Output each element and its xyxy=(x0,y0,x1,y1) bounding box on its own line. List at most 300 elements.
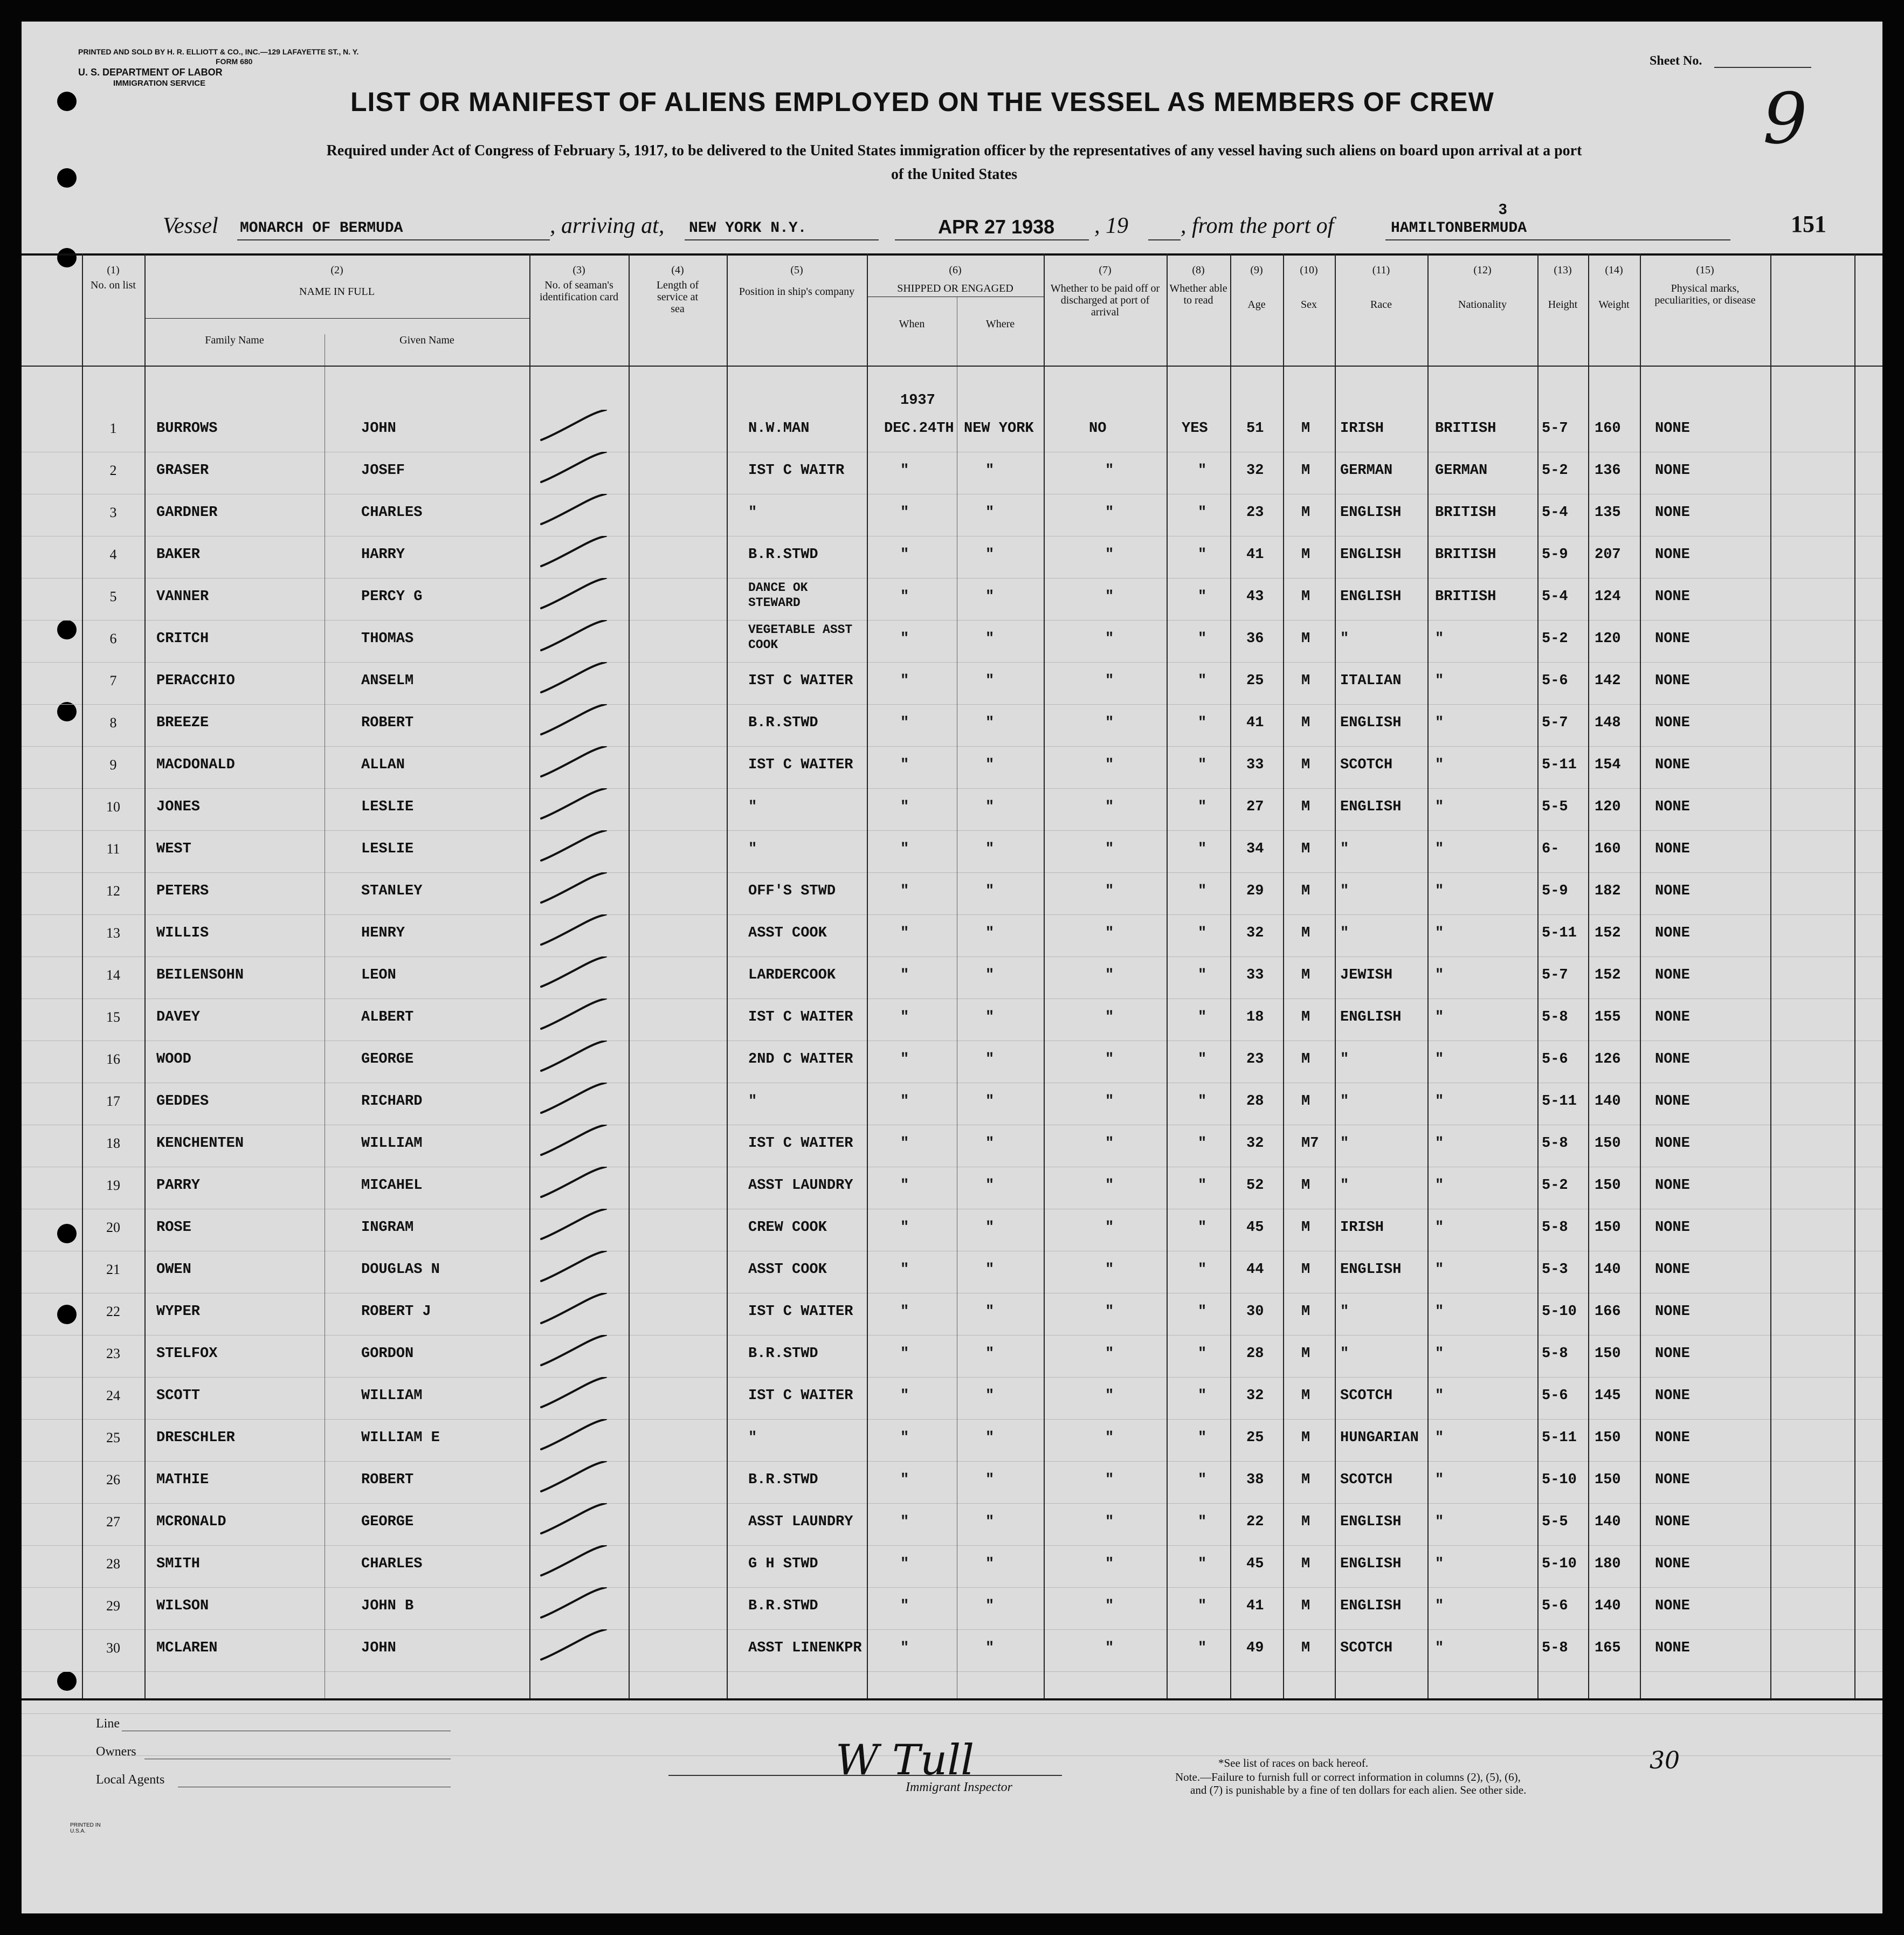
weight-cell: 140 xyxy=(1595,1093,1621,1110)
shipped-when-cell: " xyxy=(900,841,909,857)
sex-cell: M xyxy=(1301,1556,1310,1572)
height-cell: 5-11 xyxy=(1542,1093,1577,1110)
shipped-where-cell: " xyxy=(985,925,995,941)
id-card-check-mark xyxy=(539,830,609,863)
height-cell: 5-7 xyxy=(1542,421,1568,437)
sex-cell: M xyxy=(1301,421,1310,437)
weight-cell: 136 xyxy=(1595,463,1621,479)
height-cell: 5-8 xyxy=(1542,1346,1568,1362)
row-number: 29 xyxy=(106,1598,120,1614)
shipped-when-cell: " xyxy=(900,547,909,563)
able-to-read-cell: " xyxy=(1198,883,1207,899)
given-name-cell: WILLIAM xyxy=(361,1388,423,1404)
given-name-cell: CHARLES xyxy=(361,1556,423,1572)
arrival-date-line xyxy=(895,239,1089,240)
age-cell: 22 xyxy=(1246,1514,1264,1530)
height-cell: 6- xyxy=(1542,841,1560,857)
paid-off-cell: " xyxy=(1105,1388,1114,1404)
department-name: U. S. DEPARTMENT OF LABOR xyxy=(78,67,223,78)
race-cell: " xyxy=(1340,1093,1349,1110)
age-cell: 29 xyxy=(1246,883,1264,899)
family-name-cell: ROSE xyxy=(156,1220,191,1236)
weight-cell: 152 xyxy=(1595,967,1621,983)
owners-label: Owners xyxy=(96,1745,136,1759)
physical-marks-cell: NONE xyxy=(1655,1388,1690,1404)
row-number: 9 xyxy=(109,757,117,773)
physical-marks-cell: NONE xyxy=(1655,841,1690,857)
family-name-cell: KENCHENTEN xyxy=(156,1135,244,1152)
shipped-when-cell: " xyxy=(900,883,909,899)
paid-off-cell: " xyxy=(1105,1556,1114,1572)
row-rule xyxy=(22,1419,1882,1420)
row-number: 3 xyxy=(109,505,117,520)
given-name-cell: WILLIAM E xyxy=(361,1430,440,1446)
physical-marks-cell: NONE xyxy=(1655,1472,1690,1488)
id-card-check-mark xyxy=(539,662,609,694)
shipped-when-cell: " xyxy=(900,673,909,689)
shipped-year: 1937 xyxy=(900,392,935,409)
family-name-cell: WYPER xyxy=(156,1304,201,1320)
shipped-where-cell: " xyxy=(985,1220,995,1236)
physical-marks-cell: NONE xyxy=(1655,673,1690,689)
shipped-when-cell: " xyxy=(900,1135,909,1152)
col-11-number: (11) xyxy=(1372,264,1390,276)
weight-cell: 126 xyxy=(1595,1051,1621,1068)
row-number: 28 xyxy=(106,1556,120,1572)
physical-marks-cell: NONE xyxy=(1655,1304,1690,1320)
col-12-number: (12) xyxy=(1473,264,1492,276)
race-cell: " xyxy=(1340,841,1349,857)
handwritten-total: 30 xyxy=(1650,1747,1680,1774)
id-card-check-mark xyxy=(539,956,609,989)
weight-cell: 152 xyxy=(1595,925,1621,941)
col-2b-header: Given Name xyxy=(399,334,454,346)
age-cell: 32 xyxy=(1246,925,1264,941)
line-label: Line xyxy=(96,1717,120,1731)
position-cell: N.W.MAN xyxy=(748,421,810,437)
nationality-cell: " xyxy=(1435,1598,1444,1614)
able-to-read-cell: " xyxy=(1198,1220,1207,1236)
physical-marks-cell: NONE xyxy=(1655,925,1690,941)
paid-off-cell: " xyxy=(1105,1346,1114,1362)
height-cell: 5-4 xyxy=(1542,589,1568,605)
race-cell: " xyxy=(1340,925,1349,941)
height-cell: 5-2 xyxy=(1542,1177,1568,1194)
nationality-cell: " xyxy=(1435,799,1444,815)
nationality-cell: " xyxy=(1435,1430,1444,1446)
position-cell: IST C WAITER xyxy=(748,757,853,773)
subtitle-line-1: Required under Act of Congress of February 5, 1917, to be delivered to the United States immigration officer by the representatives of any vessel having such aliens on board upon arrival at a port xyxy=(326,142,1582,159)
shipped-when-cell: " xyxy=(900,1430,909,1446)
paid-off-cell: " xyxy=(1105,1514,1114,1530)
punch-hole xyxy=(57,92,77,111)
height-cell: 5-10 xyxy=(1542,1304,1577,1320)
row-number: 8 xyxy=(109,715,117,731)
physical-marks-cell: NONE xyxy=(1655,1009,1690,1025)
row-number: 23 xyxy=(106,1346,120,1361)
row-rule xyxy=(22,788,1882,789)
family-name-cell: BURROWS xyxy=(156,421,218,437)
family-name-cell: OWEN xyxy=(156,1262,191,1278)
vessel-label: Vessel xyxy=(163,214,218,238)
weight-cell: 150 xyxy=(1595,1135,1621,1152)
shipped-when-cell: " xyxy=(900,1388,909,1404)
position-cell: IST C WAITER xyxy=(748,1388,853,1404)
race-cell: ENGLISH xyxy=(1340,505,1402,521)
id-card-check-mark xyxy=(539,1629,609,1662)
shipped-where-cell: " xyxy=(985,715,995,731)
col-1-header: No. on list xyxy=(91,279,136,291)
family-name-cell: BEILENSOHN xyxy=(156,967,244,983)
sex-cell: M xyxy=(1301,1093,1310,1110)
row-number: 27 xyxy=(106,1514,120,1530)
nationality-cell: " xyxy=(1435,715,1444,731)
given-name-cell: WILLIAM xyxy=(361,1135,423,1152)
height-cell: 5-8 xyxy=(1542,1009,1568,1025)
able-to-read-cell: " xyxy=(1198,463,1207,479)
position-cell: B.R.STWD xyxy=(748,1346,818,1362)
paid-off-cell: " xyxy=(1105,1598,1114,1614)
sex-cell: M xyxy=(1301,1009,1310,1025)
shipped-where-cell: " xyxy=(985,1177,995,1194)
id-card-check-mark xyxy=(539,1251,609,1283)
id-card-check-mark xyxy=(539,1377,609,1409)
race-cell: JEWISH xyxy=(1340,967,1393,983)
family-name-cell: PARRY xyxy=(156,1177,201,1194)
physical-marks-cell: NONE xyxy=(1655,1346,1690,1362)
paid-off-cell: " xyxy=(1105,883,1114,899)
row-number: 19 xyxy=(106,1177,120,1193)
col-2-header: NAME IN FULL xyxy=(299,286,375,298)
row-rule xyxy=(22,1545,1882,1546)
punch-hole xyxy=(57,168,77,188)
row-rule xyxy=(22,1503,1882,1504)
sex-cell: M xyxy=(1301,1262,1310,1278)
sheet-number-handwritten: 9 xyxy=(1763,78,1808,160)
height-cell: 5-9 xyxy=(1542,883,1568,899)
position-cell: B.R.STWD xyxy=(748,715,818,731)
race-cell: ENGLISH xyxy=(1340,547,1402,563)
position-cell: " xyxy=(748,1430,757,1446)
family-name-cell: MATHIE xyxy=(156,1472,209,1488)
nationality-cell: " xyxy=(1435,673,1444,689)
able-to-read-cell: " xyxy=(1198,1177,1207,1194)
paid-off-cell: NO xyxy=(1089,421,1107,437)
nationality-cell: " xyxy=(1435,883,1444,899)
shipped-when-cell: " xyxy=(900,1093,909,1110)
row-rule xyxy=(22,1377,1882,1378)
shipped-where-cell: " xyxy=(985,1430,995,1446)
given-name-cell: RICHARD xyxy=(361,1093,423,1110)
physical-marks-cell: NONE xyxy=(1655,1220,1690,1236)
age-cell: 51 xyxy=(1246,421,1264,437)
sex-cell: M xyxy=(1301,673,1310,689)
row-rule xyxy=(22,872,1882,873)
col-14-number: (14) xyxy=(1605,264,1623,276)
age-cell: 45 xyxy=(1246,1556,1264,1572)
able-to-read-cell: " xyxy=(1198,1093,1207,1110)
position-cell: VEGETABLE ASST COOK xyxy=(748,623,853,652)
weight-cell: 150 xyxy=(1595,1346,1621,1362)
row-number: 5 xyxy=(109,589,117,604)
id-card-check-mark xyxy=(539,620,609,652)
id-card-check-mark xyxy=(539,578,609,610)
family-name-cell: DAVEY xyxy=(156,1009,201,1025)
id-card-check-mark xyxy=(539,452,609,484)
race-cell: ENGLISH xyxy=(1340,1598,1402,1614)
able-to-read-cell: " xyxy=(1198,967,1207,983)
position-cell: " xyxy=(748,505,757,521)
age-cell: 32 xyxy=(1246,463,1264,479)
race-cell: " xyxy=(1340,1177,1349,1194)
id-card-check-mark xyxy=(539,1545,609,1578)
family-name-cell: STELFOX xyxy=(156,1346,218,1362)
given-name-cell: ALLAN xyxy=(361,757,405,773)
col-7-number: (7) xyxy=(1099,264,1112,276)
family-name-cell: PETERS xyxy=(156,883,209,899)
sex-cell: M xyxy=(1301,757,1310,773)
nationality-cell: " xyxy=(1435,1262,1444,1278)
shipped-where-cell: " xyxy=(985,1009,995,1025)
sex-cell: M xyxy=(1301,463,1310,479)
weight-cell: 160 xyxy=(1595,421,1621,437)
given-name-cell: ALBERT xyxy=(361,1009,414,1025)
nationality-cell: " xyxy=(1435,1304,1444,1320)
row-rule xyxy=(22,620,1882,621)
height-cell: 5-6 xyxy=(1542,1598,1568,1614)
physical-marks-cell: NONE xyxy=(1655,967,1690,983)
col-4-number: (4) xyxy=(671,264,684,276)
weight-cell: 182 xyxy=(1595,883,1621,899)
physical-marks-cell: NONE xyxy=(1655,1135,1690,1152)
id-card-check-mark xyxy=(539,1209,609,1241)
height-cell: 5-6 xyxy=(1542,1051,1568,1068)
shipped-where-cell: " xyxy=(985,1388,995,1404)
given-name-cell: CHARLES xyxy=(361,505,423,521)
signature-line xyxy=(668,1775,1062,1776)
row-number: 10 xyxy=(106,799,120,815)
weight-cell: 145 xyxy=(1595,1388,1621,1404)
age-cell: 18 xyxy=(1246,1009,1264,1025)
shipped-when-cell: " xyxy=(900,1177,909,1194)
shipped-where-cell: " xyxy=(985,1304,995,1320)
row-number: 2 xyxy=(109,463,117,478)
able-to-read-cell: " xyxy=(1198,1472,1207,1488)
col-5-header: Position in ship's company xyxy=(739,286,855,298)
physical-marks-cell: NONE xyxy=(1655,1640,1690,1656)
weight-cell: 135 xyxy=(1595,505,1621,521)
sheet-number-line xyxy=(1714,67,1811,68)
id-card-check-mark xyxy=(539,1461,609,1493)
row-number: 17 xyxy=(106,1093,120,1109)
paid-off-cell: " xyxy=(1105,1093,1114,1110)
able-to-read-cell: " xyxy=(1198,757,1207,773)
able-to-read-cell: " xyxy=(1198,505,1207,521)
age-cell: 23 xyxy=(1246,505,1264,521)
shipped-when-cell: " xyxy=(900,1220,909,1236)
shipped-where-cell: " xyxy=(985,673,995,689)
paid-off-cell: " xyxy=(1105,463,1114,479)
position-cell: ASST LAUNDRY xyxy=(748,1177,853,1194)
shipped-where-cell: " xyxy=(985,967,995,983)
sex-cell: M xyxy=(1301,631,1310,647)
nationality-cell: " xyxy=(1435,1514,1444,1530)
able-to-read-cell: " xyxy=(1198,1388,1207,1404)
position-cell: " xyxy=(748,1093,757,1110)
height-cell: 5-5 xyxy=(1542,1514,1568,1530)
col-2-number: (2) xyxy=(330,264,343,276)
family-name-cell: WILSON xyxy=(156,1598,209,1614)
nationality-cell: " xyxy=(1435,1640,1444,1656)
position-cell: IST C WAITER xyxy=(748,1009,853,1025)
sex-cell: M xyxy=(1301,715,1310,731)
sex-cell: M xyxy=(1301,505,1310,521)
race-cell: IRISH xyxy=(1340,421,1384,437)
position-cell: B.R.STWD xyxy=(748,547,818,563)
position-cell: G H STWD xyxy=(748,1556,818,1572)
given-name-cell: JOSEF xyxy=(361,463,405,479)
physical-marks-cell: NONE xyxy=(1655,547,1690,563)
penalty-note-1: Note.—Failure to furnish full or correct information in columns (2), (5), (6), xyxy=(1175,1771,1521,1783)
family-name-cell: JONES xyxy=(156,799,201,815)
form-number: FORM 680 xyxy=(216,57,253,66)
height-cell: 5-8 xyxy=(1542,1135,1568,1152)
nationality-cell: " xyxy=(1435,1346,1444,1362)
col-12-header: Nationality xyxy=(1458,299,1507,311)
physical-marks-cell: NONE xyxy=(1655,757,1690,773)
col-11-header: Race xyxy=(1370,299,1392,311)
age-cell: 25 xyxy=(1246,1430,1264,1446)
physical-marks-cell: NONE xyxy=(1655,1093,1690,1110)
col-5-number: (5) xyxy=(790,264,803,276)
nationality-cell: GERMAN xyxy=(1435,463,1488,479)
shipped-where-cell: " xyxy=(985,1346,995,1362)
height-cell: 5-8 xyxy=(1542,1640,1568,1656)
row-number: 18 xyxy=(106,1135,120,1151)
printer-line: PRINTED AND SOLD BY H. R. ELLIOTT & CO., INC.—129 LAFAYETTE ST., N. Y. xyxy=(78,47,359,56)
col-15-header: Physical marks, peculiarities, or disease xyxy=(1654,283,1756,306)
row-rule xyxy=(22,956,1882,957)
paid-off-cell: " xyxy=(1105,1220,1114,1236)
able-to-read-cell: " xyxy=(1198,1262,1207,1278)
height-cell: 5-3 xyxy=(1542,1262,1568,1278)
position-cell: IST C WAITER xyxy=(748,1135,853,1152)
height-cell: 5-11 xyxy=(1542,757,1577,773)
shipped-where-cell: " xyxy=(985,1262,995,1278)
physical-marks-cell: NONE xyxy=(1655,1430,1690,1446)
shipped-when-cell: " xyxy=(900,589,909,605)
family-name-cell: BREEZE xyxy=(156,715,209,731)
shipped-when-cell: " xyxy=(900,1346,909,1362)
row-rule xyxy=(22,746,1882,747)
nationality-cell: " xyxy=(1435,967,1444,983)
col-6-header: SHIPPED OR ENGAGED xyxy=(897,283,1013,294)
family-name-cell: WOOD xyxy=(156,1051,191,1068)
nationality-cell: " xyxy=(1435,1135,1444,1152)
age-cell: 32 xyxy=(1246,1135,1264,1152)
nationality-cell: BRITISH xyxy=(1435,505,1496,521)
shipped-where-cell: " xyxy=(985,883,995,899)
paid-off-cell: " xyxy=(1105,1640,1114,1656)
shipped-where-cell: " xyxy=(985,841,995,857)
year-line xyxy=(1148,239,1181,240)
given-name-cell: THOMAS xyxy=(361,631,414,647)
shipped-when-cell: " xyxy=(900,1304,909,1320)
shipped-where-cell: " xyxy=(985,1514,995,1530)
given-name-cell: LESLIE xyxy=(361,799,414,815)
able-to-read-cell: " xyxy=(1198,631,1207,647)
shipped-where-cell: " xyxy=(985,505,995,521)
sex-cell: M xyxy=(1301,589,1310,605)
physical-marks-cell: NONE xyxy=(1655,421,1690,437)
paid-off-cell: " xyxy=(1105,547,1114,563)
family-name-cell: MCRONALD xyxy=(156,1514,226,1530)
shipped-when-cell: " xyxy=(900,967,909,983)
row-number: 16 xyxy=(106,1051,120,1067)
paid-off-cell: " xyxy=(1105,673,1114,689)
shipped-where-cell: " xyxy=(985,1093,995,1110)
shipped-when-cell: " xyxy=(900,757,909,773)
physical-marks-cell: NONE xyxy=(1655,1598,1690,1614)
given-name-cell: ANSELM xyxy=(361,673,414,689)
col-4-header: Length of service at sea xyxy=(656,279,699,315)
nationality-cell: " xyxy=(1435,1051,1444,1068)
height-cell: 5-6 xyxy=(1542,1388,1568,1404)
row-number: 13 xyxy=(106,925,120,941)
inspector-label: Immigrant Inspector xyxy=(906,1780,1012,1794)
id-card-check-mark xyxy=(539,1587,609,1620)
vessel-name-line xyxy=(237,239,550,240)
given-name-cell: INGRAM xyxy=(361,1220,414,1236)
col-3-number: (3) xyxy=(572,264,585,276)
able-to-read-cell: " xyxy=(1198,799,1207,815)
sex-cell: M xyxy=(1301,1177,1310,1194)
id-card-check-mark xyxy=(539,746,609,779)
family-name-cell: DRESCHLER xyxy=(156,1430,235,1446)
col-9-header: Age xyxy=(1247,299,1266,311)
family-name-cell: GARDNER xyxy=(156,505,218,521)
race-cell: " xyxy=(1340,1304,1349,1320)
age-cell: 33 xyxy=(1246,967,1264,983)
family-name-cell: GEDDES xyxy=(156,1093,209,1110)
able-to-read-cell: " xyxy=(1198,1009,1207,1025)
row-rule xyxy=(22,578,1882,579)
col-13-number: (13) xyxy=(1554,264,1572,276)
able-to-read-cell: YES xyxy=(1182,421,1208,437)
age-cell: 23 xyxy=(1246,1051,1264,1068)
age-cell: 36 xyxy=(1246,631,1264,647)
shipped-when-cell: " xyxy=(900,1472,909,1488)
family-name-cell: SMITH xyxy=(156,1556,201,1572)
row-rule xyxy=(22,1671,1882,1672)
local-agents-label: Local Agents xyxy=(96,1773,165,1787)
row-rule xyxy=(22,830,1882,831)
weight-cell: 120 xyxy=(1595,631,1621,647)
position-cell: LARDERCOOK xyxy=(748,967,836,983)
shipped-when-cell: " xyxy=(900,1598,909,1614)
document-title: LIST OR MANIFEST OF ALIENS EMPLOYED ON THE VESSEL AS MEMBERS OF CREW xyxy=(350,87,1494,117)
age-cell: 49 xyxy=(1246,1640,1264,1656)
shipped-when-cell: " xyxy=(900,505,909,521)
weight-cell: 140 xyxy=(1595,1514,1621,1530)
physical-marks-cell: NONE xyxy=(1655,505,1690,521)
row-rule xyxy=(22,1461,1882,1462)
age-cell: 52 xyxy=(1246,1177,1264,1194)
id-card-check-mark xyxy=(539,1503,609,1535)
paid-off-cell: " xyxy=(1105,841,1114,857)
paid-off-cell: " xyxy=(1105,1135,1114,1152)
age-cell: 41 xyxy=(1246,547,1264,563)
